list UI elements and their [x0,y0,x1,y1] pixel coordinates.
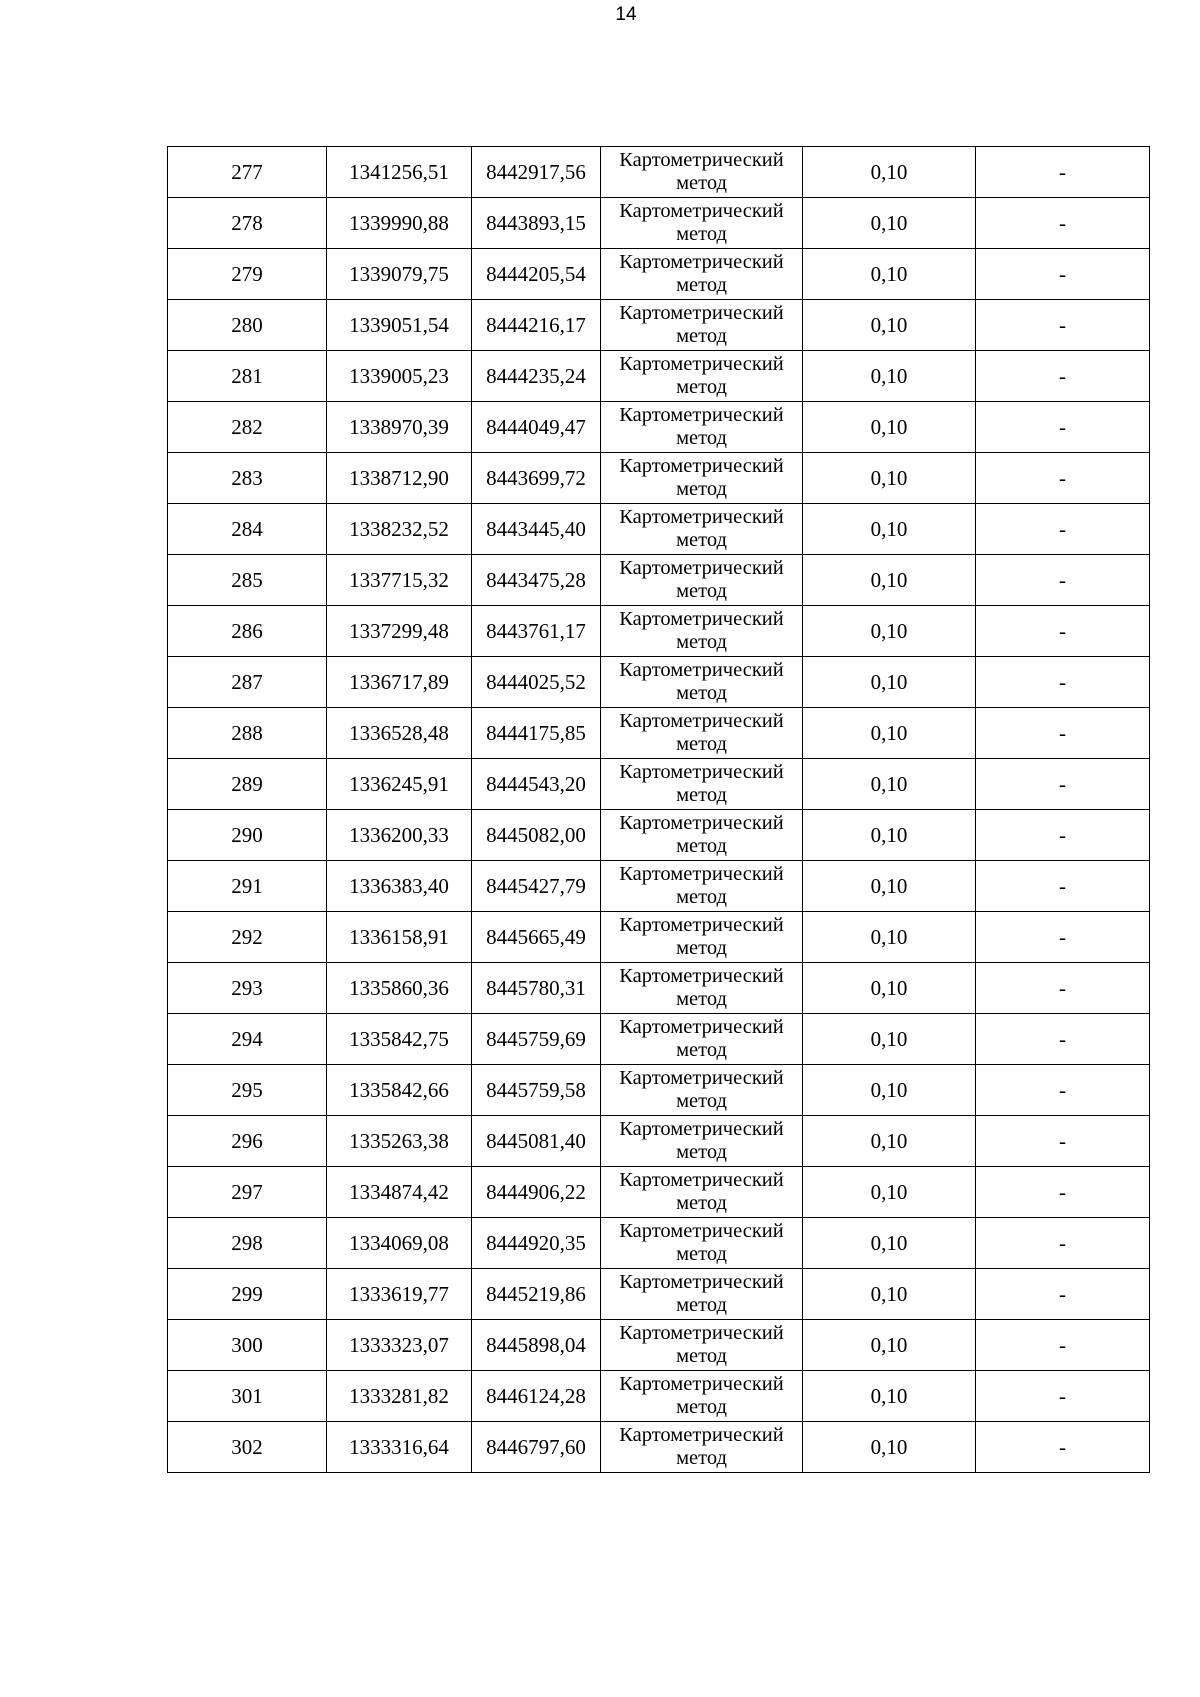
accuracy-cell: 0,10 [803,453,976,504]
point-number-cell: 282 [168,402,327,453]
accuracy-cell: 0,10 [803,402,976,453]
y-coordinate-cell: 8444025,52 [472,657,601,708]
point-number-cell: 289 [168,759,327,810]
method-cell [601,810,803,861]
method-line-2: метод [676,580,727,602]
table-row [168,555,1150,606]
method-line-1: Картометрический [619,455,784,477]
note-cell: - [976,1422,1150,1473]
x-coordinate-cell: 1339005,23 [327,351,472,402]
x-coordinate-cell: 1338712,90 [327,453,472,504]
method-line-1: Картометрический [619,404,784,426]
table-row [168,810,1150,861]
method-line-2: метод [676,1141,727,1163]
method-line-1: Картометрический [619,1322,784,1344]
table-row [168,1116,1150,1167]
x-coordinate-cell: 1333316,64 [327,1422,472,1473]
point-number-cell: 277 [168,147,327,198]
accuracy-cell: 0,10 [803,1116,976,1167]
method-cell [601,657,803,708]
accuracy-cell: 0,10 [803,963,976,1014]
method-line-1: Картометрический [619,608,784,630]
x-coordinate-cell: 1333619,77 [327,1269,472,1320]
method-line-2: метод [676,988,727,1010]
x-coordinate-cell: 1336245,91 [327,759,472,810]
note-cell: - [976,1065,1150,1116]
x-coordinate-cell: 1336383,40 [327,861,472,912]
y-coordinate-cell: 8446124,28 [472,1371,601,1422]
note-cell: - [976,1014,1150,1065]
x-coordinate-cell: 1341256,51 [327,147,472,198]
method-cell [601,402,803,453]
note-cell: - [976,861,1150,912]
x-coordinate-cell: 1335842,75 [327,1014,472,1065]
method-cell [601,1269,803,1320]
table-row [168,300,1150,351]
method-line-1: Картометрический [619,506,784,528]
table-row [168,198,1150,249]
method-line-1: Картометрический [619,200,784,222]
y-coordinate-cell: 8444235,24 [472,351,601,402]
y-coordinate-cell: 8444906,22 [472,1167,601,1218]
y-coordinate-cell: 8444216,17 [472,300,601,351]
accuracy-cell: 0,10 [803,912,976,963]
table-row [168,1167,1150,1218]
x-coordinate-cell: 1334874,42 [327,1167,472,1218]
method-cell [601,912,803,963]
method-cell [601,1218,803,1269]
table-row [168,504,1150,555]
note-cell: - [976,1269,1150,1320]
table-row [168,1320,1150,1371]
point-number-cell: 279 [168,249,327,300]
point-number-cell: 300 [168,1320,327,1371]
accuracy-cell: 0,10 [803,1320,976,1371]
y-coordinate-cell: 8445759,58 [472,1065,601,1116]
point-number-cell: 294 [168,1014,327,1065]
note-cell: - [976,1371,1150,1422]
method-line-2: метод [676,835,727,857]
method-line-1: Картометрический [619,1220,784,1242]
point-number-cell: 288 [168,708,327,759]
method-line-1: Картометрический [619,251,784,273]
y-coordinate-cell: 8445898,04 [472,1320,601,1371]
table-row [168,606,1150,657]
note-cell: - [976,402,1150,453]
table-row [168,453,1150,504]
x-coordinate-cell: 1333323,07 [327,1320,472,1371]
y-coordinate-cell: 8443699,72 [472,453,601,504]
method-cell [601,453,803,504]
point-number-cell: 283 [168,453,327,504]
method-line-1: Картометрический [619,353,784,375]
table-row [168,657,1150,708]
method-line-1: Картометрический [619,557,784,579]
y-coordinate-cell: 8444920,35 [472,1218,601,1269]
method-line-2: метод [676,682,727,704]
accuracy-cell: 0,10 [803,759,976,810]
accuracy-cell: 0,10 [803,1269,976,1320]
method-line-1: Картометрический [619,1016,784,1038]
point-number-cell: 284 [168,504,327,555]
method-cell [601,708,803,759]
method-cell [601,249,803,300]
y-coordinate-cell: 8446797,60 [472,1422,601,1473]
method-cell [601,555,803,606]
method-cell [601,759,803,810]
note-cell: - [976,759,1150,810]
accuracy-cell: 0,10 [803,351,976,402]
x-coordinate-cell: 1335263,38 [327,1116,472,1167]
method-line-1: Картометрический [619,1373,784,1395]
accuracy-cell: 0,10 [803,300,976,351]
accuracy-cell: 0,10 [803,1422,976,1473]
table-row [168,402,1150,453]
note-cell: - [976,606,1150,657]
method-cell [601,963,803,1014]
accuracy-cell: 0,10 [803,606,976,657]
note-cell: - [976,1116,1150,1167]
note-cell: - [976,453,1150,504]
table-row [168,1422,1150,1473]
y-coordinate-cell: 8443893,15 [472,198,601,249]
x-coordinate-cell: 1339051,54 [327,300,472,351]
method-cell [601,1422,803,1473]
point-number-cell: 302 [168,1422,327,1473]
accuracy-cell: 0,10 [803,657,976,708]
method-line-2: метод [676,1396,727,1418]
table-row [168,1014,1150,1065]
method-cell [601,300,803,351]
method-cell [601,1320,803,1371]
note-cell: - [976,912,1150,963]
x-coordinate-cell: 1339990,88 [327,198,472,249]
point-number-cell: 301 [168,1371,327,1422]
method-line-1: Картометрический [619,1424,784,1446]
accuracy-cell: 0,10 [803,504,976,555]
method-cell [601,1167,803,1218]
method-cell [601,198,803,249]
note-cell: - [976,708,1150,759]
method-line-2: метод [676,733,727,755]
note-cell: - [976,555,1150,606]
x-coordinate-cell: 1336528,48 [327,708,472,759]
accuracy-cell: 0,10 [803,708,976,759]
y-coordinate-cell: 8444175,85 [472,708,601,759]
note-cell: - [976,963,1150,1014]
x-coordinate-cell: 1336158,91 [327,912,472,963]
point-number-cell: 299 [168,1269,327,1320]
method-line-1: Картометрический [619,761,784,783]
y-coordinate-cell: 8445427,79 [472,861,601,912]
table-row [168,1269,1150,1320]
point-number-cell: 293 [168,963,327,1014]
x-coordinate-cell: 1334069,08 [327,1218,472,1269]
table-row [168,1218,1150,1269]
method-cell [601,1371,803,1422]
method-cell [601,1014,803,1065]
method-cell [601,351,803,402]
y-coordinate-cell: 8445780,31 [472,963,601,1014]
table-row [168,1371,1150,1422]
accuracy-cell: 0,10 [803,249,976,300]
method-cell [601,606,803,657]
method-cell [601,504,803,555]
y-coordinate-cell: 8445082,00 [472,810,601,861]
accuracy-cell: 0,10 [803,198,976,249]
x-coordinate-cell: 1337299,48 [327,606,472,657]
point-number-cell: 281 [168,351,327,402]
note-cell: - [976,351,1150,402]
method-cell [601,861,803,912]
accuracy-cell: 0,10 [803,555,976,606]
method-line-1: Картометрический [619,965,784,987]
page-number: 14 [615,4,637,25]
accuracy-cell: 0,10 [803,861,976,912]
method-line-1: Картометрический [619,149,784,171]
accuracy-cell: 0,10 [803,1167,976,1218]
y-coordinate-cell: 8443475,28 [472,555,601,606]
y-coordinate-cell: 8445759,69 [472,1014,601,1065]
point-number-cell: 297 [168,1167,327,1218]
note-cell: - [976,1167,1150,1218]
x-coordinate-cell: 1333281,82 [327,1371,472,1422]
method-line-2: метод [676,886,727,908]
y-coordinate-cell: 8443445,40 [472,504,601,555]
method-cell [601,1116,803,1167]
method-line-1: Картометрический [619,812,784,834]
table-row [168,249,1150,300]
method-line-1: Картометрический [619,914,784,936]
note-cell: - [976,1320,1150,1371]
x-coordinate-cell: 1338970,39 [327,402,472,453]
method-line-2: метод [676,784,727,806]
accuracy-cell: 0,10 [803,1014,976,1065]
method-line-2: метод [676,1039,727,1061]
y-coordinate-cell: 8444543,20 [472,759,601,810]
method-line-2: метод [676,631,727,653]
method-line-1: Картометрический [619,863,784,885]
x-coordinate-cell: 1335842,66 [327,1065,472,1116]
coordinates-table [167,146,1150,1473]
table-row [168,861,1150,912]
method-line-2: метод [676,1294,727,1316]
x-coordinate-cell: 1338232,52 [327,504,472,555]
point-number-cell: 286 [168,606,327,657]
y-coordinate-cell: 8443761,17 [472,606,601,657]
method-cell [601,147,803,198]
note-cell: - [976,249,1150,300]
point-number-cell: 296 [168,1116,327,1167]
method-line-2: метод [676,325,727,347]
x-coordinate-cell: 1336717,89 [327,657,472,708]
method-line-2: метод [676,1192,727,1214]
method-line-2: метод [676,937,727,959]
note-cell: - [976,198,1150,249]
method-line-1: Картометрический [619,1118,784,1140]
method-line-2: метод [676,1345,727,1367]
x-coordinate-cell: 1337715,32 [327,555,472,606]
method-line-2: метод [676,1090,727,1112]
note-cell: - [976,504,1150,555]
method-line-2: метод [676,223,727,245]
x-coordinate-cell: 1335860,36 [327,963,472,1014]
point-number-cell: 295 [168,1065,327,1116]
method-line-2: метод [676,529,727,551]
method-line-1: Картометрический [619,710,784,732]
method-line-2: метод [676,172,727,194]
table-row [168,759,1150,810]
y-coordinate-cell: 8442917,56 [472,147,601,198]
method-line-2: метод [676,274,727,296]
method-line-2: метод [676,1243,727,1265]
method-line-1: Картометрический [619,659,784,681]
table-row [168,912,1150,963]
coordinates-table-body [168,147,1150,1473]
method-line-2: метод [676,478,727,500]
y-coordinate-cell: 8445219,86 [472,1269,601,1320]
table-row [168,1065,1150,1116]
table-row [168,147,1150,198]
table-row [168,351,1150,402]
x-coordinate-cell: 1339079,75 [327,249,472,300]
y-coordinate-cell: 8445081,40 [472,1116,601,1167]
method-line-1: Картометрический [619,1271,784,1293]
point-number-cell: 278 [168,198,327,249]
method-line-1: Картометрический [619,1169,784,1191]
note-cell: - [976,300,1150,351]
method-line-2: метод [676,427,727,449]
y-coordinate-cell: 8445665,49 [472,912,601,963]
table-row [168,708,1150,759]
accuracy-cell: 0,10 [803,1218,976,1269]
note-cell: - [976,147,1150,198]
point-number-cell: 290 [168,810,327,861]
accuracy-cell: 0,10 [803,810,976,861]
note-cell: - [976,657,1150,708]
y-coordinate-cell: 8444205,54 [472,249,601,300]
note-cell: - [976,1218,1150,1269]
point-number-cell: 287 [168,657,327,708]
method-cell [601,1065,803,1116]
method-line-2: метод [676,1447,727,1469]
point-number-cell: 280 [168,300,327,351]
point-number-cell: 285 [168,555,327,606]
method-line-1: Картометрический [619,302,784,324]
x-coordinate-cell: 1336200,33 [327,810,472,861]
point-number-cell: 292 [168,912,327,963]
point-number-cell: 291 [168,861,327,912]
y-coordinate-cell: 8444049,47 [472,402,601,453]
point-number-cell: 298 [168,1218,327,1269]
table-row [168,963,1150,1014]
accuracy-cell: 0,10 [803,1371,976,1422]
accuracy-cell: 0,10 [803,147,976,198]
method-line-1: Картометрический [619,1067,784,1089]
accuracy-cell: 0,10 [803,1065,976,1116]
method-line-2: метод [676,376,727,398]
note-cell: - [976,810,1150,861]
